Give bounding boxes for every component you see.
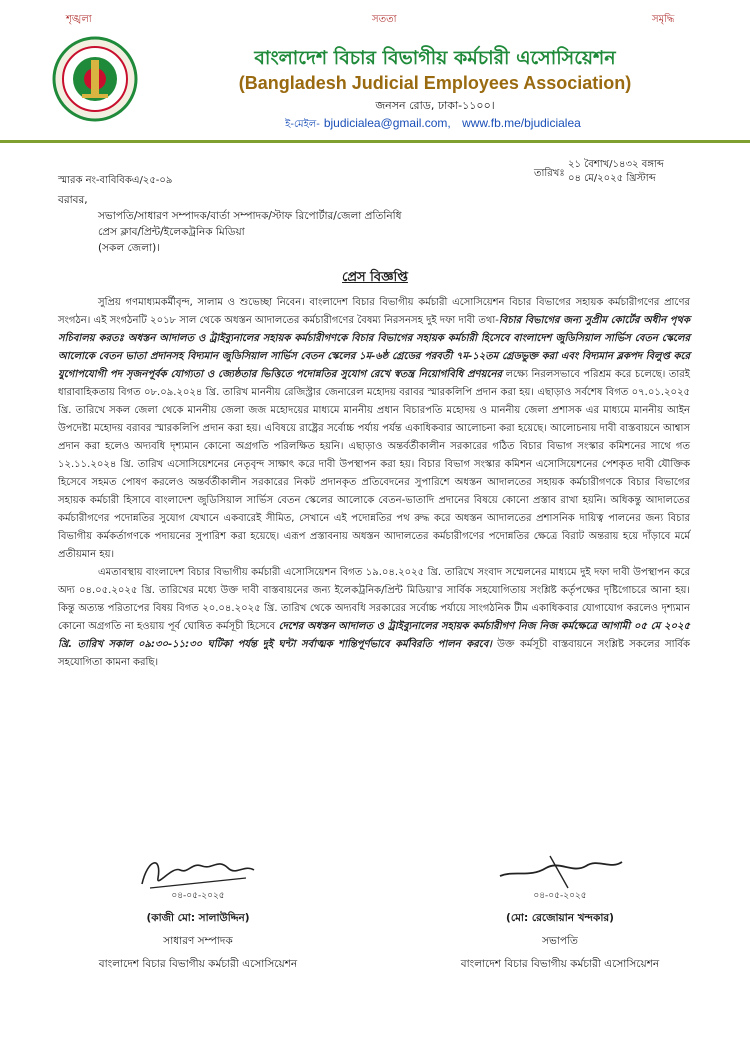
motto-left: শৃঙ্খলা xyxy=(66,14,92,25)
paragraph-1-intro: সুপ্রিয় গণমাধ্যমকর্মীবৃন্দ, সালাম ও শুভেচ্ছা নিবেন। বাংলাদেশ বিচার বিভাগীয় কর্মচারী এসোসিয়েশন বিচার বিভাগের সহায়ক কর্মচারীগণের প্রাণের সংগঠন। এই সংগঠনটি ২০১৮ সাল থেকে অধস্তন আদালতের কর্মচারীগণের বৈষম্য নিরসনসহ দুই দফা দাবী তথা- xyxy=(58,297,690,326)
org-name-bangla: বাংলাদেশ বিচার বিভাগীয় কর্মচারী এসোসিয়েশন xyxy=(254,47,616,69)
signatory-right xyxy=(450,848,670,974)
salutation: বরাবর, xyxy=(58,194,88,206)
signatory-name: (কাজী মো: সালাউদ্দিন) xyxy=(146,912,250,924)
signatory-organization: বাংলাদেশ বিচার বিভাগীয় কর্মচারী এসোসিয়েশন xyxy=(98,958,298,970)
signatory-position: সভাপতি xyxy=(542,935,578,947)
date-label: তারিখঃ xyxy=(534,168,565,179)
work-stoppage-announcement: দেশের অধস্তন আদালত ও ট্রাইব্যুনালের সহায়ক কর্মচারীগণ নিজ নিজ কর্মক্ষেত্রে আগামী ০৫ মে ২০২৫ খ্রি. তারিখ সকাল ০৯:৩০-১১:৩০ ঘটিকা পর্যন্ত দুই ঘন্টা সর্বাত্মক শান্তিপূর্ণভাবে কর্মবিরতি পালন করবে। xyxy=(58,621,690,650)
paragraph-1 xyxy=(58,294,690,564)
email-link[interactable]: bjudicialea@gmail.com, xyxy=(323,116,451,130)
document-title: প্রেস বিজ্ঞপ্তি xyxy=(342,270,408,285)
header-divider xyxy=(0,140,750,143)
org-address: জনসন রোড, ঢাকা-১১০০। xyxy=(375,99,495,112)
paragraph-2 xyxy=(58,564,690,672)
signature-date: ০৪-০৫-২০২৫ xyxy=(533,891,587,901)
recipient-line-1: সভাপতি/সাধারণ সম্পাদক/বার্তা সম্পাদক/স্টাফ রিপোর্টার/জেলা প্রতিনিধি xyxy=(98,210,402,222)
recipient-line-3: (সকল জেলা)। xyxy=(98,242,160,254)
signatory-name: (মো: রেজোয়ান খন্দকার) xyxy=(506,912,614,924)
paragraph-1-rest: লক্ষ্যে নিরলসভাবে পরিশ্রম করে চলেছে। তারই ধারাবাহিকতায় বিগত ০৮.০৯.২০২৪ খ্রি. তারিখ মাননীয় রেজিস্ট্রার জেনারেল মহোদয় বরাবর স্মারকলিপি প্রদান করা হয়। এছাড়াও সর্বশেষ বিগত ০৭.০১.২০২৫ খ্রি. তারিখে সকল জেলা থেকে মাননীয় জেলা জজ মহোদয়ের মাধ্যমে মাননীয় প্রধান বিচারপতি মহোদয় ও মাননীয় জেলা প্রশাসক এর মাধ্যমে মাননীয় আইন উপদেষ্টা মহোদয় বরাবর স্মারকলিপি প্রদান করা হয়। এবিষয়ে রাষ্ট্রের সর্বোচ্চ পর্যায় পর্যন্ত একাধিকবার আলোচনা করা হয়েছে। আলোচনায় দাবী বাস্তবায়নে আশ্বাস প্রদান করা হলেও অদ্যবধি দৃশ্যমান কোনো অগ্রগতি পরিলক্ষিত হয়নি। এছাড়াও অন্তর্বর্তীকালীন সরকারের গঠিত বিচার বিভাগ সংস্কার কমিশনের সাথে গত ১২.১১.২০২৪ খ্রি. তারিখ এসোসিয়েশনের নেতৃবৃন্দ সাক্ষাৎ করে দাবী উপস্থাপন করা হয়। বিচার বিভাগ সংস্কার কমিশন এসোসিয়েশনের পেশকৃত দাবী যৌক্তিক হিসেবে সহমত পোষণ করলেও অন্তর্বর্তীকালীন সরকারের নিকট প্রদানকৃত প্রতিবেদনের সুপারিশে অধস্তন আদালতের সহায়ক কর্মচারীগণকে বিচার বিভাগের সহায়ক কর্মচারী হিসাবে বাংলাদেশ জুডিসিয়াল সার্ভিস বেতন স্কেলের আলোকে বেতন-ভাতাদি প্রদানের বিষয়ে কোনো প্রস্তাব রাখা হয়নি। অধিকন্তু আদালতের কর্মচারীগণের পদোন্নতির সুযোগ যেখানে একবারেই সীমিত, সেখানে এই পদোন্নতির পথ রুদ্ধ করে অধস্তন আদালতের প্রশাসনিক দায়িত্ব পালনের জন্য বিচার বিভাগীয় কর্মকর্তাগণকে পদায়নের সুপারিশ করা হয়েছে। এরূপ প্রস্তাবনায় অধস্তন আদালতের কর্মচারীগণের পদোন্নতির ক্ষেত্রে বিরাট অন্তরায় হয়ে দাঁড়াবে মর্মে প্রতীয়মান হয়। xyxy=(58,369,690,560)
recipient-line-2: প্রেস ক্লাব/প্রিন্ট/ইলেকট্রনিক মিডিয়া xyxy=(98,226,245,238)
motto-right: সমৃদ্ধি xyxy=(652,14,675,25)
org-name-english: (Bangladesh Judicial Employees Association) xyxy=(238,73,632,93)
signatory-organization: বাংলাদেশ বিচার বিভাগীয় কর্মচারী এসোসিয়েশন xyxy=(460,958,660,970)
date-bangla: ২১ বৈশাখ/১৪৩২ বঙ্গাব্দ xyxy=(568,159,664,170)
demands-text: বিচার বিভাগের জন্য সুপ্রীম কোর্টের অধীন পৃথক সচিবালয় করতঃ অধস্তন আদালত ও ট্রাইব্যুনালের সহায়ক কর্মচারীগণকে বিচার বিভাগের সহায়ক কর্মচারী হিসেবে বাংলাদেশ জুডিসিয়াল সার্ভিস বেতন স্কেলের আলোকে বেতন ভাতা প্রদানসহ বিদ্যমান জুডিসিয়াল সার্ভিস বেতন স্কেলের ১ম-৬ষ্ঠ গ্রেডের পরবর্তী ৭ম-১২তম গ্রেডভুক্ত করা এবং বিদ্যমান ব্লকপদ বিলুপ্ত করে যুগোপযোগী পদ সৃজনপূর্বক যোগ্যতা ও জ্যেষ্ঠতার ভিত্তিতে পদোন্নতির সুযোগ রেখে স্বতন্ত্র নিয়োগবিধি প্রণয়নের xyxy=(58,315,690,380)
signatory-position: সাধারণ সম্পাদক xyxy=(163,935,233,947)
paragraph-2-intro: এমতাবস্থায় বাংলাদেশ বিচার বিভাগীয় কর্মচারী এসোসিয়েশন বিগত ১৯.০৪.২০২৫ খ্রি. তারিখে সংবাদ সম্মেলনের মাধ্যমে দুই দফা দাবী উপস্থাপন করে অদ্য ০৪.০৫.২০২৫ খ্রি. তারিখের মধ্যে উক্ত দাবী বাস্তবায়নের জন্য ইলেকট্রনিক/প্রিন্ট মিডিয়া'র সার্বিক সহযোগিতায় সংশ্লিষ্ট কর্তৃপক্ষের দৃষ্টিগোচরে আনা হয়। কিন্তু অত্যন্ত পরিতাপের বিষয় বিগত ২০.০৪.২০২৫ খ্রি. তারিখ থেকে অদ্যবধি সরকারের সর্বোচ্চ পর্যায়ে সাংগঠনিক টীম একাধিকবার যোগাযোগ করলেও দৃশ্যমান কোনো অগ্রগতি না হওয়ায় পূর্ব ঘোষিত কর্মসূচী হিসেবে xyxy=(58,567,690,632)
letterhead xyxy=(0,0,750,140)
signature-date: ০৪-০৫-২০২৫ xyxy=(171,891,225,901)
recipient-block xyxy=(58,192,402,256)
memo-number: স্মারক নং-বাবিবিকএ/২৫-০৯ xyxy=(58,175,173,186)
date-block xyxy=(568,158,664,186)
association-logo-icon xyxy=(52,36,138,122)
paragraph-2-closing: উক্ত কর্মসূচী বাস্তবায়নে সংশ্লিষ্ট সকলের সার্বিক সহযোগিতা কামনা করছি। xyxy=(58,639,690,668)
email-label: ই-মেইল- xyxy=(285,119,320,130)
facebook-link[interactable]: www.fb.me/bjudicialea xyxy=(462,116,581,130)
date-gregorian: ০৪ মে/২০২৫ খ্রিস্টাব্দ xyxy=(568,173,656,184)
contact-line xyxy=(150,116,720,134)
motto-center: সততা xyxy=(372,14,397,25)
press-release-body xyxy=(58,294,690,672)
signatory-left xyxy=(88,848,308,974)
